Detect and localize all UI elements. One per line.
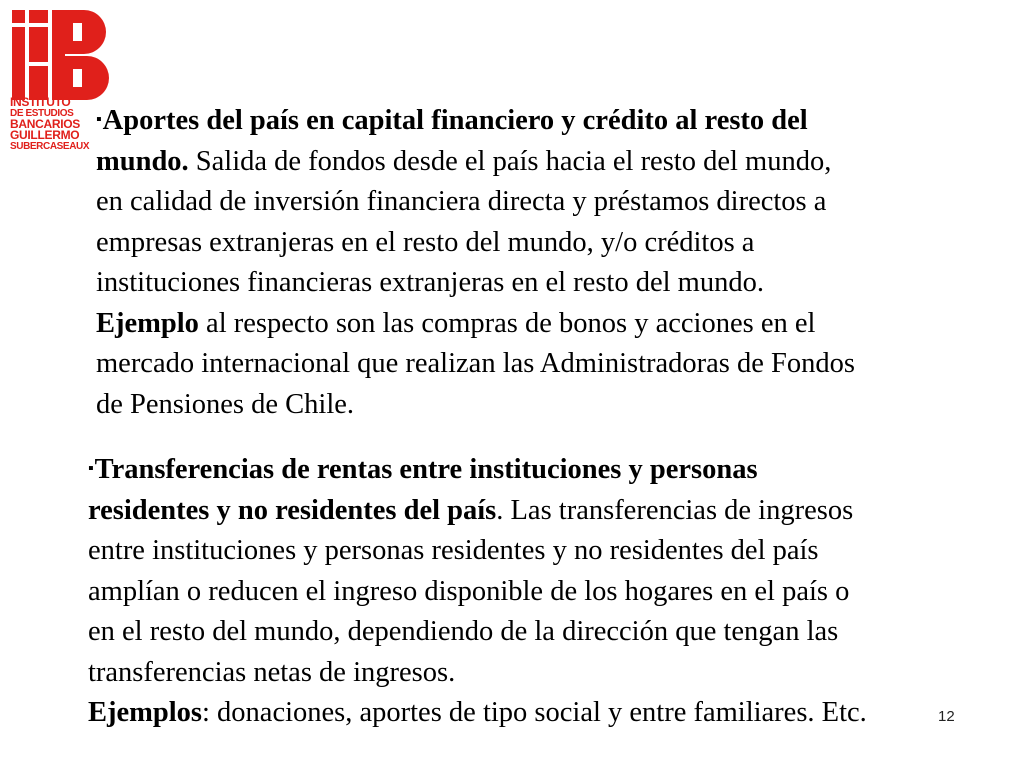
institute-logo <box>8 10 108 160</box>
text-line: instituciones financieras extranjeras en el resto del mundo. <box>96 267 764 298</box>
paragraph-heading: mundo. <box>96 145 189 177</box>
logo-line: DE ESTUDIOS <box>10 108 74 119</box>
slide-number: 12 <box>938 708 955 725</box>
paragraph-heading: Aportes del país en capital financiero y crédito al resto del <box>102 105 808 136</box>
logo-line: GUILLERMO <box>10 128 80 142</box>
example-label: Ejemplos <box>88 697 202 728</box>
logo-line: SUBERCASEAUX <box>10 141 90 152</box>
text-line <box>88 693 1018 734</box>
logo-line: INSTITUTO <box>10 95 71 109</box>
text-line: mercado internacional que realizan las Administradoras de Fondos <box>96 348 855 379</box>
text-line <box>96 304 1016 345</box>
bullet-icon: ▪ <box>96 111 102 128</box>
ieb-logo-mark <box>12 10 112 100</box>
paragraph-income-transfers <box>88 449 1018 734</box>
text-line: transferencias netas de ingresos. <box>88 656 456 688</box>
logo-wordmark <box>10 97 110 152</box>
text-line <box>88 449 1018 491</box>
text-line: en calidad de inversión financiera directa y préstamos directos a <box>96 186 827 217</box>
text-line: en el resto del mundo, dependiendo de la dirección que tengan las <box>88 616 839 647</box>
body-text: : donaciones, aportes de tipo social y entre familiares. Etc. <box>202 697 867 728</box>
body-text: al respecto son las compras de bonos y acciones en el <box>198 307 816 339</box>
text-line: empresas extranjeras en el resto del mundo, y/o créditos a <box>96 226 755 258</box>
text-line <box>96 100 1016 142</box>
logo-line: BANCARIOS <box>10 117 80 131</box>
text-line: amplían o reducen el ingreso disponible de los hogares en el país o <box>88 575 850 607</box>
paragraph-heading: Transferencias de rentas entre instituciones y personas <box>94 454 758 485</box>
text-line <box>88 491 1018 532</box>
body-text: . Las transferencias de ingresos <box>496 494 854 526</box>
text-line <box>96 142 1016 183</box>
paragraph-heading: residentes y no residentes del país <box>88 494 497 526</box>
bullet-icon: ▪ <box>88 460 94 477</box>
body-text: Salida de fondos desde el país hacia el resto del mundo, <box>188 145 832 177</box>
text-line: entre instituciones y personas residentes y no residentes del país <box>88 535 819 566</box>
text-line: de Pensiones de Chile. <box>96 388 355 420</box>
example-label: Ejemplo <box>96 307 199 339</box>
paragraph-capital-contributions <box>96 100 1016 425</box>
